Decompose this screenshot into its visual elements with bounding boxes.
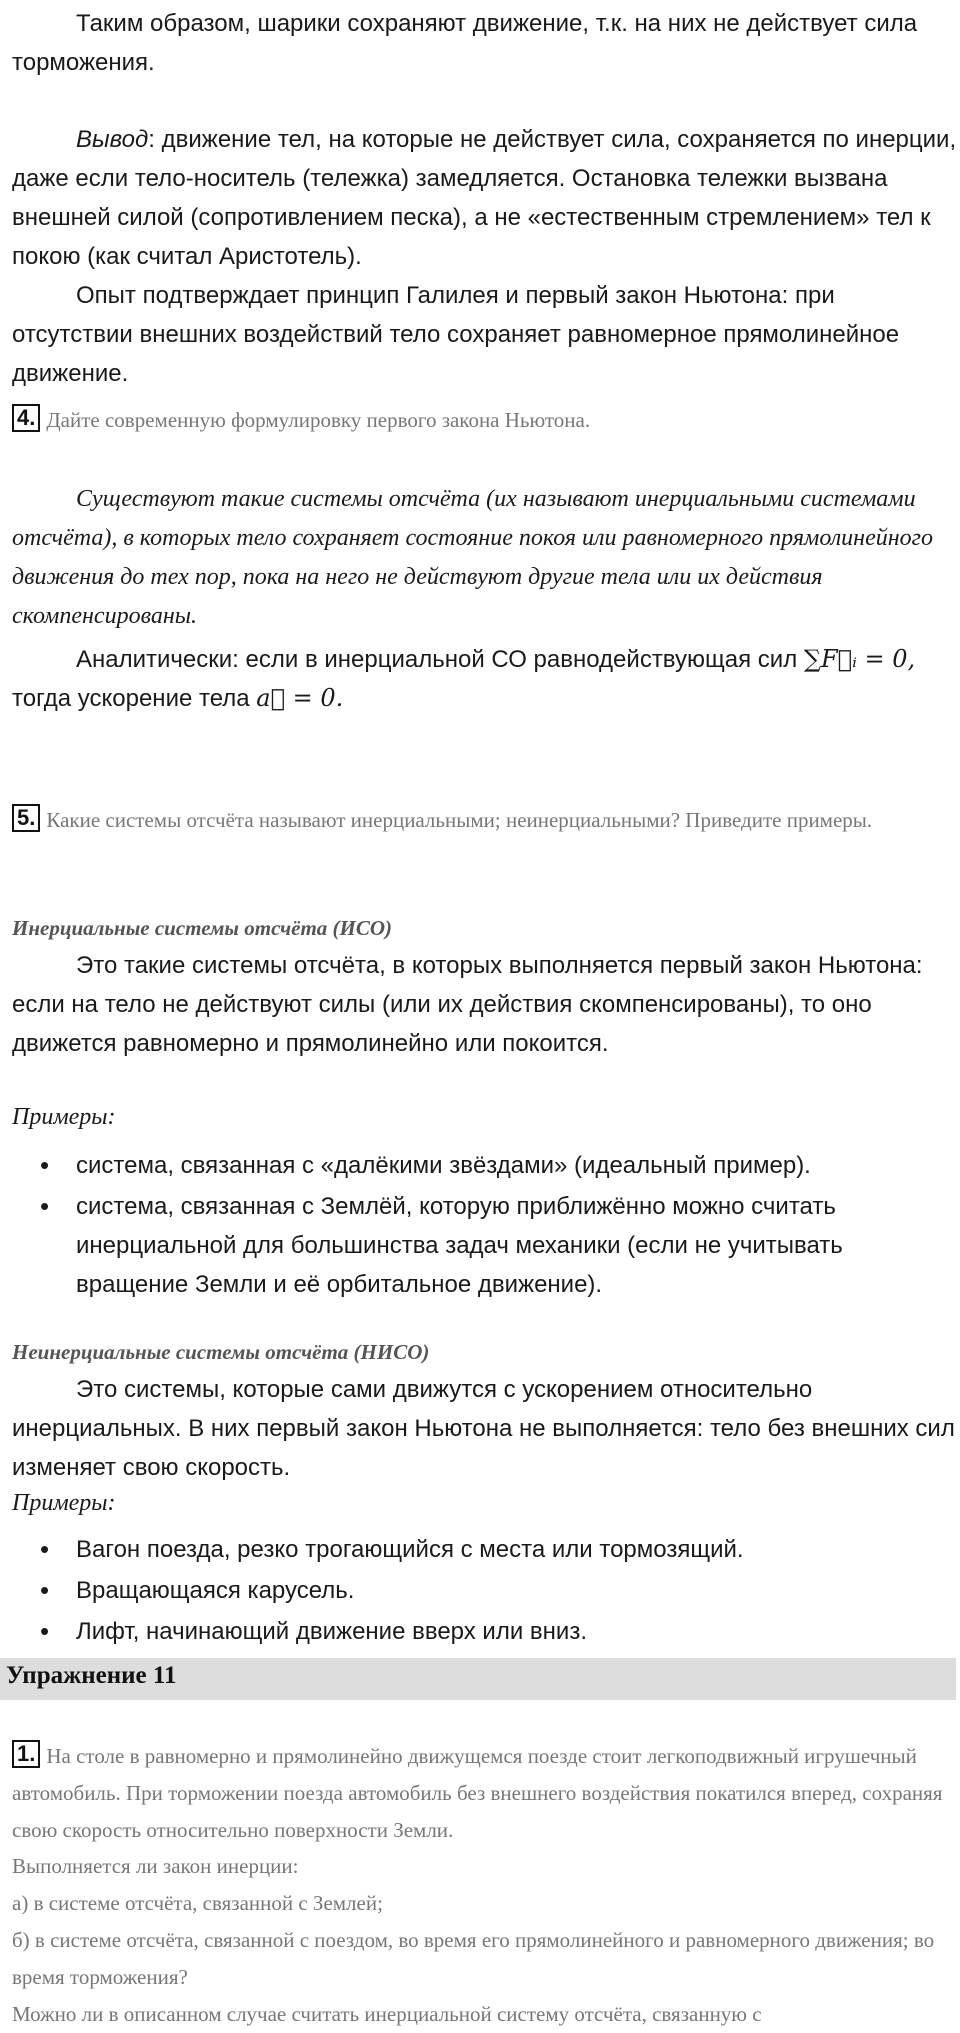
niso-heading: Неинерциальные системы отсчёта (НИСО) xyxy=(12,1340,430,1364)
exercise-question-1-line5: Можно ли в описанном случае считать инерциальной систему отсчёта, связанную с xyxy=(12,2002,762,2026)
iso-examples-label: Примеры: xyxy=(12,1104,116,1130)
paragraph-balls: Таким образом, шарики сохраняют движение, т.к. на них не действует сила торможения. xyxy=(12,10,918,76)
conclusion-text: : движение тел, на которые не действует сила, сохраняется по инерции, даже если тело-носитель (тележка) замедляется. Остановка тележки вызвана внешней силой (сопротивлением песка), а не «естественным стремлением» тел к покою (как считал Аристотель). xyxy=(12,126,957,270)
iso-examples-list xyxy=(0,1146,950,1306)
exercise-question-1 xyxy=(12,1738,952,1849)
question-5-text: Какие системы отсчёта называют инерциальными; неинерциальными? Приведите примеры. xyxy=(46,808,873,832)
formula-acceleration: a⃗ = 0. xyxy=(256,684,344,712)
exercise-question-1-text: На столе в равномерно и прямолинейно движущемся поезде стоит легкоподвижный игрушечный автомобиль. При торможении поезда автомобиль без внешнего воздействия покатился вперед, сохраняя свою скорость относительно поверхности Земли. xyxy=(12,1744,943,1842)
niso-examples-label: Примеры: xyxy=(12,1490,116,1516)
exercise-header xyxy=(0,1658,956,1700)
conclusion-label: Вывод xyxy=(76,126,149,153)
list-item: • система, связанная с Землёй, которую приближённо можно считать инерциальной для большинства задач механики (если не учитывать вращение Земли и её орбитальное движение). xyxy=(0,1187,950,1304)
niso-examples-list xyxy=(0,1530,950,1645)
list-item: • Вращающаяся карусель. xyxy=(0,1571,950,1610)
exercise-question-1-line3: а) в системе отсчёта, связанной с Землей; xyxy=(12,1891,383,1915)
list-item: • система, связанная с «далёкими звёздами» (идеальный пример). xyxy=(0,1146,950,1185)
iso-definition: Это такие системы отсчёта, в которых выполняется первый закон Ньютона: если на тело не действуют силы (или их действия скомпенсированы), то оно движется равномерно и прямолинейно или покоится. xyxy=(12,952,923,1057)
question-5 xyxy=(12,802,952,839)
exercise-title: Упражнение 11 xyxy=(6,1662,177,1689)
list-item: • Лифт, начинающий движение вверх или вниз. xyxy=(0,1612,950,1651)
analytic-text-1: Аналитически: если в инерциальной СО равнодействующая сил xyxy=(76,646,804,673)
newton-law-formulation: Существуют такие системы отсчёта (их называют инерциальными системами отсчёта), в которых тело сохраняет состояние покоя или равномерного прямолинейного движения до тех пор, пока на него не действуют другие тела или их действия скомпенсированы. xyxy=(12,486,934,629)
paragraph-galileo: Опыт подтверждает принцип Галилея и первый закон Ньютона: при отсутствии внешних воздействий тело сохраняет равномерное прямолинейное движение. xyxy=(12,282,900,387)
question-4-text: Дайте современную формулировку первого закона Ньютона. xyxy=(46,408,591,432)
paragraph-conclusion xyxy=(12,120,958,276)
niso-definition: Это системы, которые сами движутся с ускорением относительно инерциальных. В них первый закон Ньютона не выполняется: тело без внешних сил изменяет свою скорость. xyxy=(12,1376,955,1481)
exercise-question-1-number: 1. xyxy=(12,1740,40,1768)
question-4-number: 4. xyxy=(12,404,40,432)
question-4 xyxy=(12,402,952,439)
question-5-number: 5. xyxy=(12,804,40,832)
formula-sum-forces: ∑F⃗ᵢ = 0, xyxy=(803,645,916,673)
analytic-text-2: тогда ускорение тела xyxy=(12,685,257,712)
analytic-statement-line2 xyxy=(12,679,958,718)
list-item: • Вагон поезда, резко трогающийся с места или тормозящий. xyxy=(0,1530,950,1569)
exercise-question-1-line4: б) в системе отсчёта, связанной с поездом, во время его прямолинейного и равномерного движения; во время торможения? xyxy=(12,1928,935,1989)
exercise-question-1-line2: Выполняется ли закон инерции: xyxy=(12,1854,299,1878)
analytic-statement xyxy=(12,640,958,679)
iso-heading: Инерциальные системы отсчёта (ИСО) xyxy=(12,916,393,940)
